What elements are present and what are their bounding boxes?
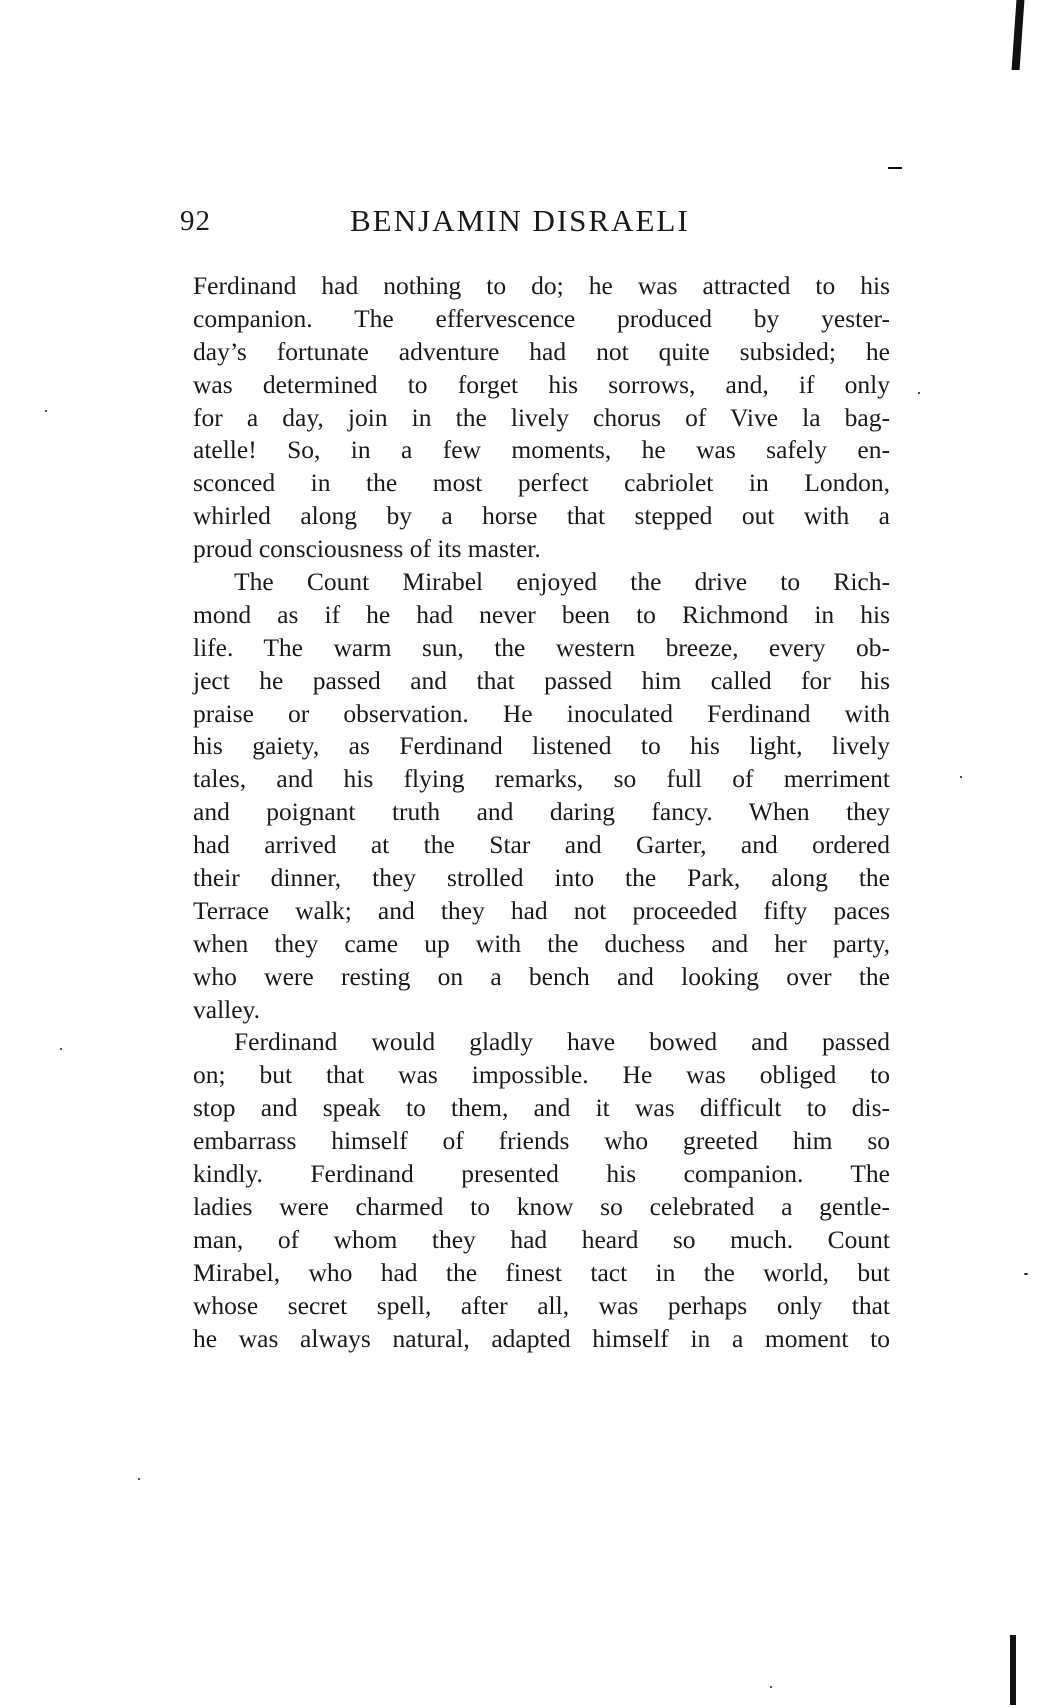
- text-line: when they came up with the duchess and her party,: [193, 928, 890, 958]
- speck: [1024, 1273, 1028, 1275]
- speck: [45, 410, 47, 412]
- page-number: 92: [180, 205, 211, 237]
- text-line: stop and speak to them, and it was difficult to dis-: [193, 1093, 890, 1123]
- text-line: proud consciousness of its master.: [193, 534, 541, 564]
- text-line: kindly. Ferdinand presented his companion. The: [193, 1159, 890, 1189]
- scan-edge-mark-bottom: [1010, 1635, 1016, 1705]
- text-line: Terrace walk; and they had not proceeded fifty paces: [193, 895, 890, 925]
- text-line: ladies were charmed to know so celebrated a gentle-: [193, 1191, 890, 1221]
- text-line: on; but that was impossible. He was obliged to: [193, 1060, 890, 1090]
- speck: [60, 1048, 62, 1050]
- text-line: Ferdinand had nothing to do; he was attracted to his: [193, 271, 890, 300]
- text-line: was determined to forget his sorrows, and, if only: [193, 369, 890, 399]
- running-head: [180, 205, 880, 245]
- body-text: [193, 270, 890, 1355]
- text-line: whose secret spell, after all, was perhaps only that: [193, 1290, 890, 1320]
- text-line: their dinner, they strolled into the Park, along the: [193, 863, 890, 893]
- speck: [138, 1478, 140, 1480]
- text-line: Mirabel, who had the finest tact in the world, but: [193, 1257, 890, 1287]
- text-line: whirled along by a horse that stepped out with a: [193, 501, 890, 531]
- text-line: sconced in the most perfect cabriolet in London,: [193, 468, 890, 498]
- text-line: he was always natural, adapted himself in a moment to: [193, 1323, 890, 1353]
- speck: [918, 392, 920, 394]
- text-line: for a day, join in the lively chorus of Vive la bag-: [193, 402, 890, 432]
- speck: [960, 776, 962, 778]
- text-line: embarrass himself of friends who greeted him so: [193, 1126, 890, 1156]
- text-line: and poignant truth and daring fancy. When they: [193, 797, 890, 827]
- text-line: Ferdinand would gladly have bowed and passed: [234, 1027, 890, 1057]
- text-line: who were resting on a bench and looking over the: [193, 961, 890, 991]
- text-line: praise or observation. He inoculated Ferdinand with: [193, 698, 890, 728]
- text-line: man, of whom they had heard so much. Count: [193, 1224, 890, 1254]
- text-line: tales, and his flying remarks, so full of merriment: [193, 764, 890, 794]
- scan-edge-mark-top: [1012, 0, 1025, 70]
- speck: [770, 1686, 772, 1688]
- scan-dash: [888, 167, 902, 169]
- text-line: life. The warm sun, the western breeze, every ob-: [193, 632, 890, 662]
- text-line: The Count Mirabel enjoyed the drive to Rich-: [234, 567, 890, 597]
- text-line: ject he passed and that passed him called for his: [193, 665, 890, 695]
- text-line: mond as if he had never been to Richmond in his: [193, 599, 890, 629]
- text-line: companion. The effervescence produced by yester-: [193, 303, 890, 333]
- running-title: BENJAMIN DISRAELI: [350, 203, 690, 238]
- text-line: had arrived at the Star and Garter, and ordered: [193, 830, 890, 860]
- text-line: atelle! So, in a few moments, he was safely en-: [193, 435, 890, 465]
- text-line: valley.: [193, 994, 261, 1024]
- text-line: day’s fortunate adventure had not quite subsided; he: [193, 336, 890, 366]
- text-line: his gaiety, as Ferdinand listened to his light, lively: [193, 731, 890, 761]
